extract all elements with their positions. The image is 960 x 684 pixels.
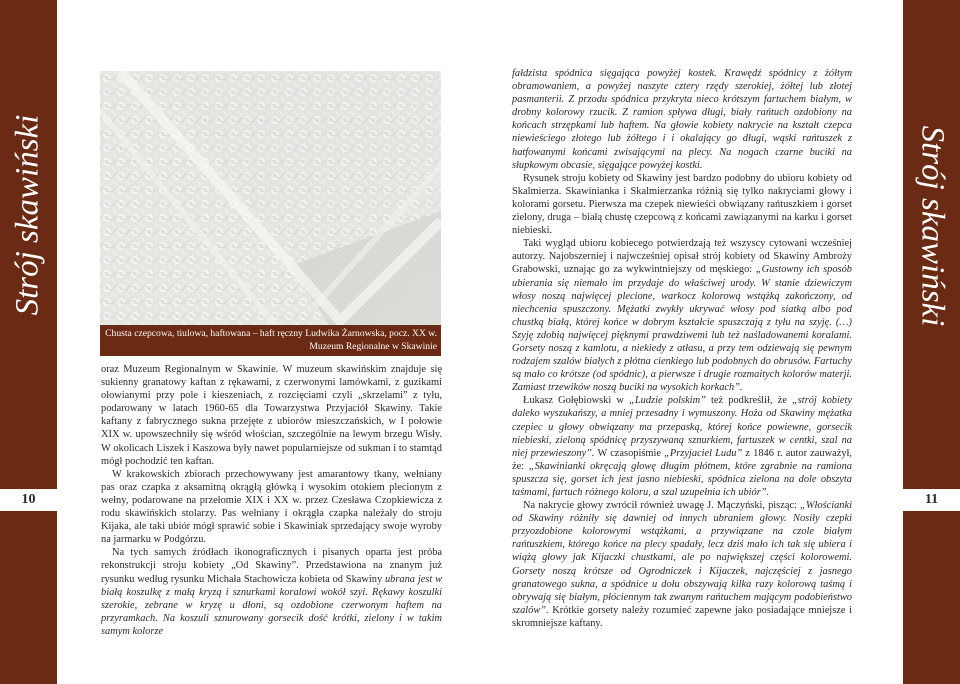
left-side-band	[0, 0, 57, 684]
right-paragraph-3: Taki wygląd ubioru kobiecego potwierdzają też wszyscy cytowani wcześniej autorzy. Najobszerniej i najwcześniej opisał strój kobiety od Skawiny Ambroży Grabowski, uznając go za wykwintniejszy od męskiego: „Gustowny ich sposób ubierania się niemało im przydaje do właściwej urody. W stanie dziewiczym włosy noszą najwięcej plecione, warkocz kolorową wstążką zakończony, od niechcenia spuszczony. Mężatki zwykły ukrywać włosy pod siatką albo pod chustką białą, której końce w dobrym kształcie spuszczają z tyłu na szyję. (…) Szyję zdobią najwięcej pięknymi prawdziwemi lub też naśladowanemi koralami. Gorsety noszą z kamlotu, a niekiedy z atłasu, a przy tem odziewają się pewnym rodzajem szalów białych z płótna cienkiego lub podobnych do obrusów. Fartuchy są mało co krótsze (od spódnic), a pierwsze i drugie rozmaitych kolorów materji. Zamiast trzewików noszą buciki na wysokich korkach”.	[512, 238, 852, 394]
caption-line-1: Chusta czepcowa, tiulowa, haftowana – haft ręczny Ludwika Żarnowska, pocz. XX w.	[105, 328, 437, 339]
right-paragraph-5: Na nakrycie głowy zwrócił również uwagę J. Mączyński, pisząc: „Włościanki od Skawiny różniły się dawniej od innych ubraniem głowy. Nosiły czepki przyozdobione kolorowymi wstążkami, a przywiązane na czole białym rańtuszkiem, którego końce na plecy spadały, lecz dziś mało ich tak się ubiera i wiążą głowy jak Kijaczki chustkami, ale po największej części kolorowemi. Gorsety noszą krótsze od Ogrodniczek i Kijaczek, najczęściej z jasnego granatowego sukna, a spódnice u dołu obszywają kilka razy kolorową taśmą i obrywają się białym, płóciennym tak zwanym rańtuchem mającym podobieństwo szalów”. Krótkie gorsety należy rozumieć zapewne jako posiadające mniejsze i skromniejsze kaftany.	[512, 500, 852, 629]
right-paragraph-4: Łukasz Gołębiowski w „Ludzie polskim” też podkreślił, że „strój kobiety daleko wyszukańszy, a mniej przesadny i wymuszony. Hoża od Skawiny mężatka czepiec u głowy obwiązany ma przepaską, której końce powiewne, gorsecik niebieski, zieloną spódnicę przyszywaną sznurkiem, fartuszek w centki, szal na niej przewieszony”. W czasopiśmie „Przyjaciel Ludu” z 1846 r. autor zauważył, że: „Skawinianki okręcają głowę długim płótnem, które zgrabnie na ramiona spuszcza się, gorset ich jest jasno niebieski, spódnica zielona na dole obszyta taśmami, fartuch różnego koloru, a szal uzupełnia ich ubiór”.	[512, 395, 852, 498]
right-paragraph-1: fałdzista spódnica sięgająca powyżej kostek. Krawędź spódnicy z żółtym obramowaniem, a powyżej naszyte cztery rzędy szerokiej, żółtej lub złotej pasmanterii. Z przodu spódnica przykryta nieco krótszym fartuchem białym, w drobny kolorowy rzucik. Z ramion spływa długi, biały rańtuch ozdobiony na końcach strzępkami lub haftem. Na głowie kobiety nakrycie na kształt czepca niewieściego złotego lub żółtego i i okalający go długi, wąski rańtuszek z hatfowanymi końcami zwisającymi na plecy. Na nogach czarne buciki na słupkowym obcasie, sięgające powyżej kostki.	[512, 68, 852, 171]
lace-shawl-photo	[100, 71, 441, 356]
left-text-column	[101, 363, 442, 638]
left-paragraph-3: Na tych samych źródłach ikonograficznych i pisanych oparta jest próba rekonstrukcji stroju kobiety „Od Skawiny”. Przedstawiona na znanym już rysunku według rysunku Michała Stachowicza kobieta od Skawiny ubrana jest w białą koszulkę z małą kryzą i sznurkami koralowi wokół szyi. Rękawy koszulki szerokie, zebrane w kryzę u dłoni, są ozdobione czerwonym haftem na przyramkach. Na koszuli sznurowany gorsecik dość krótki, zielony i w takim samym kolorze	[101, 547, 442, 637]
right-side-band	[903, 0, 960, 684]
page-number-right: 11	[903, 489, 960, 511]
right-paragraph-2: Rysunek stroju kobiety od Skawiny jest bardzo podobny do ubioru kobiety od Skalmierza. Skawinianka i Skalmierzanka różnią się tylko nakryciami głowy i kolorami gorsetu. Pierwsza ma czepek niewieści obwiązany rańtuszkiem i gorset zielony, druga – białą chustę czepcową z końcami zawiązanymi na karku i gorset niebieski.	[512, 172, 852, 237]
page-number-left: 10	[0, 489, 57, 511]
left-paragraph-1: oraz Muzeum Regionalnym w Skawinie. W muzeum skawińskim znajduje się sukienny granatowy kaftan z rękawami, z czerwonymi lamówkami, z guzikami ołowianymi przy pole i kieszeniach, z rozcięciami czyli „skrzelami” z tyłu, podarowany w latach 1960-65 dla Towarzystwa Przyjaciół Skawiny. Takie kaftany z fabrycznego sukna przejęte z ubiorów mieszczańskich, w I połowie XIX w. upowszechniły się wśród włościan, szczególnie na lewym brzegu Wisły. W okolicach Liszek i Kaszowa były nawet popularniejsze od sukman i to stamtąd mógł pochodzić ten kaftan.	[101, 364, 442, 467]
caption-line-2: Muzeum Regionalne w Skawinie	[309, 340, 437, 352]
left-paragraph-2: W krakowskich zbiorach przechowywany jest amarantowy tkany, wełniany pas oraz czapka z aksamitną okrągłą główką i wysokim otokiem plecionym z wełny, podarowane na przełomie XIX i XX w. przez Czesława Czopkiewicza z rodu skawińskich stolarzy. Pas wełniany i okrągła czapka należały do stroju Kijaka, ale taki ubiór mógł sprawić sobie i Skawiniak sprzedający swoje wyroby na jarmarku w Podgórzu.	[101, 468, 442, 546]
right-running-title: Strój skawiński	[914, 125, 951, 327]
lace-shawl-image	[100, 71, 441, 356]
photo-caption	[100, 325, 441, 356]
right-text-column	[512, 67, 852, 630]
left-running-title: Strój skawiński	[9, 114, 46, 316]
